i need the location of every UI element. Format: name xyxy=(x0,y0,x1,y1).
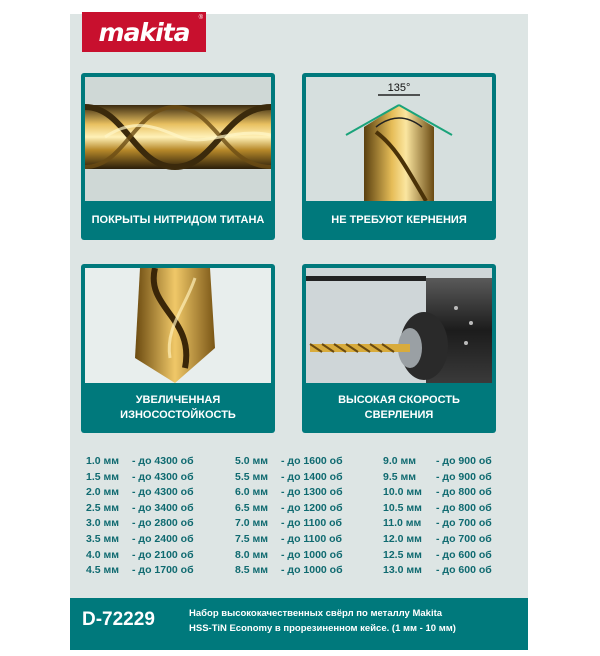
spec-size: 12.5 мм xyxy=(383,548,422,561)
feature-label-speed xyxy=(302,383,496,433)
spec-size: 10.0 мм xyxy=(383,486,422,499)
logo-text: makita xyxy=(98,17,190,47)
spec-rpm: - до 2400 об xyxy=(132,532,194,545)
feature-label-speed-line1: ВЫСОКАЯ СКОРОСТЬ xyxy=(338,394,460,406)
spec-size: 10.5 мм xyxy=(383,501,422,514)
product-code: D-72229 xyxy=(82,609,155,630)
spec-rpm: - до 800 об xyxy=(436,486,492,499)
spec-rpm: - до 600 об xyxy=(436,564,492,577)
drill-with-chuck-illustration xyxy=(306,268,492,383)
spec-rpm: - до 2100 об xyxy=(132,548,194,561)
feature-card-no-punch xyxy=(302,73,496,240)
makita-logo xyxy=(82,12,206,52)
spec-size: 7.0 мм xyxy=(235,517,269,530)
spec-size: 7.5 мм xyxy=(235,532,269,545)
spec-rpm: - до 1700 об xyxy=(132,564,194,577)
feature-label-wear xyxy=(81,383,275,433)
drill-bit-tip-illustration xyxy=(85,268,271,383)
spec-rpm: - до 700 об xyxy=(436,532,492,545)
spec-rpm: - до 4300 об xyxy=(132,486,194,499)
spec-rpm: - до 1100 об xyxy=(281,532,343,545)
spec-rpm: - до 1400 об xyxy=(281,470,343,483)
spec-rpm: - до 1100 об xyxy=(281,517,343,530)
spec-size: 2.0 мм xyxy=(86,486,120,499)
spec-size: 6.5 мм xyxy=(235,501,269,514)
spec-rpm: - до 1000 об xyxy=(281,548,343,561)
feature-card-speed xyxy=(302,264,496,433)
drill-bit-closeup-image xyxy=(85,77,271,201)
spec-size: 2.5 мм xyxy=(86,501,120,514)
spec-rpm: - до 1600 об xyxy=(281,455,343,467)
spec-rpm: - до 4300 об xyxy=(132,470,194,483)
spec-rpm: - до 1200 об xyxy=(281,501,343,514)
spec-rpm: - до 800 об xyxy=(436,501,492,514)
spec-rpm: - до 900 об xyxy=(436,470,492,483)
spec-rpm: - до 3400 об xyxy=(132,501,194,514)
product-description xyxy=(189,606,519,636)
drill-bit-flutes-illustration xyxy=(85,77,271,201)
spec-size: 9.0 мм xyxy=(383,455,417,467)
spec-size: 3.5 мм xyxy=(86,532,120,545)
feature-label-no-punch: НЕ ТРЕБУЮТ КЕРНЕНИЯ xyxy=(331,214,467,226)
product-description-line2: HSS-TiN Economy в прорезиненном кейсе. (1 мм - 10 мм) xyxy=(189,623,456,634)
spec-size: 4.5 мм xyxy=(86,564,120,577)
drill-chuck-image xyxy=(306,268,492,383)
spec-size: 9.5 мм xyxy=(383,470,417,483)
spec-rpm: - до 900 об xyxy=(436,455,492,467)
drill-tip-135-angle-illustration xyxy=(306,77,492,201)
feature-label-wear-line1: УВЕЛИЧЕННАЯ xyxy=(135,394,221,406)
spec-size: 8.5 мм xyxy=(235,564,269,577)
spec-size: 3.0 мм xyxy=(86,517,120,530)
spec-rpm: - до 700 об xyxy=(436,517,492,530)
spec-rpm: - до 1000 об xyxy=(281,564,343,577)
angle-label: 135° xyxy=(387,82,411,94)
spec-size: 6.0 мм xyxy=(235,486,269,499)
drill-bit-tip-image xyxy=(85,268,271,383)
feature-card-wear xyxy=(81,264,275,433)
spec-rpm: - до 600 об xyxy=(436,548,492,561)
spec-size: 8.0 мм xyxy=(235,548,269,561)
trademark-mark: ® xyxy=(198,15,203,21)
spec-rpm: - до 4300 об xyxy=(132,455,194,467)
feature-label-coating: ПОКРЫТЫ НИТРИДОМ ТИТАНА xyxy=(91,214,265,226)
spec-size: 11.0 мм xyxy=(383,517,422,530)
product-description-line1: Набор высококачественных свёрл по металлу Makita xyxy=(189,608,443,619)
drill-tip-angle-image xyxy=(306,77,492,201)
spec-size: 1.0 мм xyxy=(86,455,120,467)
spec-size: 12.0 мм xyxy=(383,532,422,545)
spec-size: 4.0 мм xyxy=(86,548,120,561)
feature-label-wear-line2: ИЗНОСОСТОЙКОСТЬ xyxy=(120,409,236,421)
feature-card-coating xyxy=(81,73,275,240)
spec-size: 5.0 мм xyxy=(235,455,269,467)
spec-size: 13.0 мм xyxy=(383,564,422,577)
spec-rpm: - до 1300 об xyxy=(281,486,343,499)
feature-label-speed-line2: СВЕРЛЕНИЯ xyxy=(364,409,434,421)
spec-size: 5.5 мм xyxy=(235,470,269,483)
spec-rpm: - до 2800 об xyxy=(132,517,194,530)
spec-size: 1.5 мм xyxy=(86,470,120,483)
